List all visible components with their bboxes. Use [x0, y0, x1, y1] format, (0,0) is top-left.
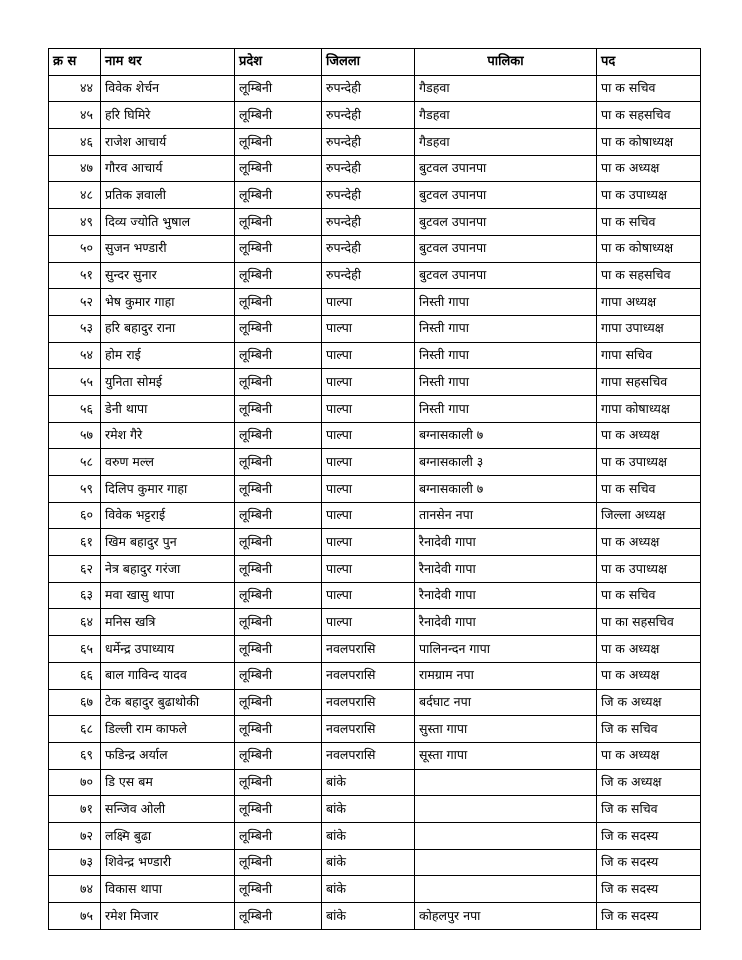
- name-cell: वरुण मल्ल: [101, 449, 235, 476]
- province-cell: लूम्बिनी: [235, 476, 322, 503]
- province-cell: लूम्बिनी: [235, 716, 322, 743]
- table-row: [49, 369, 701, 396]
- district-cell: नवलपरासि: [322, 636, 415, 663]
- province-cell: लूम्बिनी: [235, 262, 322, 289]
- name-cell: खिम बहादुर पुन: [101, 529, 235, 556]
- district-cell: रुपन्देही: [322, 209, 415, 236]
- table-row: [49, 529, 701, 556]
- municipality-cell: कोहलपुर नपा: [415, 903, 597, 930]
- municipality-cell: निस्ती गापा: [415, 395, 597, 422]
- table-row: [49, 689, 701, 716]
- municipality-cell: बुटवल उपानपा: [415, 155, 597, 182]
- municipality-cell: [415, 796, 597, 823]
- serial-cell: ६६: [49, 662, 101, 689]
- position-cell: पा क अध्यक्ष: [597, 662, 701, 689]
- table-row: [49, 716, 701, 743]
- municipality-cell: बग्नासकाली ७: [415, 476, 597, 503]
- district-cell: नवलपरासि: [322, 716, 415, 743]
- name-cell: मवा खासु थापा: [101, 582, 235, 609]
- municipality-cell: निस्ती गापा: [415, 289, 597, 316]
- position-cell: जिल्ला अध्यक्ष: [597, 502, 701, 529]
- province-cell: लूम्बिनी: [235, 769, 322, 796]
- municipality-cell: [415, 769, 597, 796]
- province-cell: लूम्बिनी: [235, 662, 322, 689]
- name-cell: रमेश मिजार: [101, 903, 235, 930]
- district-cell: पाल्पा: [322, 395, 415, 422]
- name-cell: हरि बहादुर राना: [101, 315, 235, 342]
- table-row: [49, 262, 701, 289]
- position-cell: जि क सदस्य: [597, 876, 701, 903]
- district-cell: नवलपरासि: [322, 662, 415, 689]
- district-cell: रुपन्देही: [322, 102, 415, 129]
- table-row: [49, 449, 701, 476]
- municipality-cell: बग्नासकाली ३: [415, 449, 597, 476]
- municipality-cell: [415, 849, 597, 876]
- position-cell: पा क उपाध्यक्ष: [597, 556, 701, 583]
- table-row: [49, 769, 701, 796]
- position-cell: पा क सचिव: [597, 75, 701, 102]
- province-cell: लूम्बिनी: [235, 342, 322, 369]
- position-cell: जि क सदस्य: [597, 903, 701, 930]
- name-cell: डिल्ली राम काफले: [101, 716, 235, 743]
- position-cell: पा क अध्यक्ष: [597, 422, 701, 449]
- table-row: [49, 582, 701, 609]
- position-cell: पा क सहसचिव: [597, 262, 701, 289]
- name-cell: दिलिप कुमार गाहा: [101, 476, 235, 503]
- name-cell: विवेक भट्टराई: [101, 502, 235, 529]
- district-cell: पाल्पा: [322, 529, 415, 556]
- municipality-cell: गैडहवा: [415, 75, 597, 102]
- position-cell: जि क सदस्य: [597, 822, 701, 849]
- position-cell: जि क सचिव: [597, 796, 701, 823]
- name-cell: सन्जिव ओली: [101, 796, 235, 823]
- municipality-cell: गैडहवा: [415, 129, 597, 156]
- table-row: [49, 342, 701, 369]
- name-cell: विकास थापा: [101, 876, 235, 903]
- header-province: प्रदेश: [235, 49, 322, 76]
- district-cell: बांके: [322, 903, 415, 930]
- name-cell: टेक बहादुर बुढाथोकी: [101, 689, 235, 716]
- position-cell: पा क सचिव: [597, 476, 701, 503]
- position-cell: पा क अध्यक्ष: [597, 529, 701, 556]
- municipality-cell: [415, 876, 597, 903]
- province-cell: लूम्बिनी: [235, 235, 322, 262]
- district-cell: पाल्पा: [322, 582, 415, 609]
- municipality-cell: सुस्ता गापा: [415, 716, 597, 743]
- province-cell: लूम्बिनी: [235, 742, 322, 769]
- table-row: [49, 903, 701, 930]
- name-cell: सुन्दर सुनार: [101, 262, 235, 289]
- province-cell: लूम्बिनी: [235, 395, 322, 422]
- municipality-cell: तानसेन नपा: [415, 502, 597, 529]
- serial-cell: ६९: [49, 742, 101, 769]
- serial-cell: ५०: [49, 235, 101, 262]
- district-cell: रुपन्देही: [322, 75, 415, 102]
- province-cell: लूम्बिनी: [235, 502, 322, 529]
- serial-cell: ४६: [49, 129, 101, 156]
- district-cell: पाल्पा: [322, 289, 415, 316]
- district-cell: पाल्पा: [322, 449, 415, 476]
- serial-cell: ५९: [49, 476, 101, 503]
- table-row: [49, 395, 701, 422]
- serial-cell: ४७: [49, 155, 101, 182]
- table-row: [49, 289, 701, 316]
- header-district: जिलला: [322, 49, 415, 76]
- position-cell: गापा सहसचिव: [597, 369, 701, 396]
- district-cell: पाल्पा: [322, 476, 415, 503]
- serial-cell: ६७: [49, 689, 101, 716]
- municipality-cell: सूस्ता गापा: [415, 742, 597, 769]
- serial-cell: ५६: [49, 395, 101, 422]
- header-name: नाम थर: [101, 49, 235, 76]
- name-cell: लक्ष्मि बुढा: [101, 822, 235, 849]
- province-cell: लूम्बिनी: [235, 796, 322, 823]
- table-row: [49, 129, 701, 156]
- position-cell: गापा कोषाध्यक्ष: [597, 395, 701, 422]
- district-cell: रुपन्देही: [322, 182, 415, 209]
- table-row: [49, 609, 701, 636]
- name-cell: दिव्य ज्योति भुषाल: [101, 209, 235, 236]
- province-cell: लूम्बिनी: [235, 369, 322, 396]
- district-cell: पाल्पा: [322, 422, 415, 449]
- district-cell: पाल्पा: [322, 369, 415, 396]
- municipality-cell: रैनादेवी गापा: [415, 529, 597, 556]
- header-serial: क्र स: [49, 49, 101, 76]
- serial-cell: ५५: [49, 369, 101, 396]
- position-cell: गापा उपाध्यक्ष: [597, 315, 701, 342]
- district-cell: बांके: [322, 849, 415, 876]
- municipality-cell: बर्दघाट नपा: [415, 689, 597, 716]
- name-cell: होम राई: [101, 342, 235, 369]
- municipality-cell: निस्ती गापा: [415, 342, 597, 369]
- province-cell: लूम्बिनी: [235, 556, 322, 583]
- table-row: [49, 556, 701, 583]
- position-cell: पा क अध्यक्ष: [597, 742, 701, 769]
- table-row: [49, 422, 701, 449]
- municipality-cell: गैडहवा: [415, 102, 597, 129]
- name-cell: युनिता सोमई: [101, 369, 235, 396]
- table-row: [49, 822, 701, 849]
- municipality-cell: रैनादेवी गापा: [415, 556, 597, 583]
- province-cell: लूम्बिनी: [235, 155, 322, 182]
- municipality-cell: बुटवल उपानपा: [415, 235, 597, 262]
- province-cell: लूम्बिनी: [235, 422, 322, 449]
- province-cell: लूम्बिनी: [235, 876, 322, 903]
- serial-cell: ७०: [49, 769, 101, 796]
- province-cell: लूम्बिनी: [235, 209, 322, 236]
- position-cell: पा का सहसचिव: [597, 609, 701, 636]
- name-cell: धर्मेन्द्र उपाध्याय: [101, 636, 235, 663]
- header-row: [49, 49, 701, 76]
- position-cell: गापा अध्यक्ष: [597, 289, 701, 316]
- position-cell: पा क कोषाध्यक्ष: [597, 129, 701, 156]
- table-row: [49, 476, 701, 503]
- table-body: [49, 75, 701, 929]
- district-cell: पाल्पा: [322, 502, 415, 529]
- name-cell: नेत्र बहादुर गरंजा: [101, 556, 235, 583]
- municipality-cell: [415, 822, 597, 849]
- position-cell: जि क अध्यक्ष: [597, 689, 701, 716]
- province-cell: लूम्बिनी: [235, 636, 322, 663]
- district-cell: नवलपरासि: [322, 742, 415, 769]
- province-cell: लूम्बिनी: [235, 182, 322, 209]
- serial-cell: ४५: [49, 102, 101, 129]
- municipality-cell: बुटवल उपानपा: [415, 182, 597, 209]
- members-table: [48, 48, 701, 930]
- municipality-cell: बग्नासकाली ७: [415, 422, 597, 449]
- table-row: [49, 502, 701, 529]
- province-cell: लूम्बिनी: [235, 102, 322, 129]
- province-cell: लूम्बिनी: [235, 582, 322, 609]
- table-row: [49, 182, 701, 209]
- table-row: [49, 849, 701, 876]
- name-cell: बाल गाविन्द यादव: [101, 662, 235, 689]
- serial-cell: ४४: [49, 75, 101, 102]
- header-municipality: पालिका: [415, 49, 597, 76]
- serial-cell: ७४: [49, 876, 101, 903]
- name-cell: भेष कुमार गाहा: [101, 289, 235, 316]
- municipality-cell: बुटवल उपानपा: [415, 209, 597, 236]
- table-row: [49, 209, 701, 236]
- table-row: [49, 742, 701, 769]
- name-cell: डेनी थापा: [101, 395, 235, 422]
- municipality-cell: रैनादेवी गापा: [415, 609, 597, 636]
- municipality-cell: रैनादेवी गापा: [415, 582, 597, 609]
- position-cell: पा क कोषाध्यक्ष: [597, 235, 701, 262]
- name-cell: फडिन्द्र अर्याल: [101, 742, 235, 769]
- name-cell: हरि घिमिरे: [101, 102, 235, 129]
- serial-cell: ६०: [49, 502, 101, 529]
- table-row: [49, 155, 701, 182]
- province-cell: लूम्बिनी: [235, 289, 322, 316]
- district-cell: रुपन्देही: [322, 262, 415, 289]
- municipality-cell: बुटवल उपानपा: [415, 262, 597, 289]
- serial-cell: ४८: [49, 182, 101, 209]
- province-cell: लूम्बिनी: [235, 609, 322, 636]
- position-cell: गापा सचिव: [597, 342, 701, 369]
- serial-cell: ४९: [49, 209, 101, 236]
- district-cell: पाल्पा: [322, 556, 415, 583]
- district-cell: रुपन्देही: [322, 155, 415, 182]
- province-cell: लूम्बिनी: [235, 822, 322, 849]
- district-cell: बांके: [322, 822, 415, 849]
- position-cell: जि क सचिव: [597, 716, 701, 743]
- position-cell: पा क उपाध्यक्ष: [597, 449, 701, 476]
- name-cell: विवेक शेर्चन: [101, 75, 235, 102]
- table-row: [49, 636, 701, 663]
- province-cell: लूम्बिनी: [235, 75, 322, 102]
- serial-cell: ६५: [49, 636, 101, 663]
- serial-cell: ५१: [49, 262, 101, 289]
- serial-cell: ७५: [49, 903, 101, 930]
- name-cell: शिवेन्द्र भण्डारी: [101, 849, 235, 876]
- district-cell: पाल्पा: [322, 315, 415, 342]
- serial-cell: ५८: [49, 449, 101, 476]
- position-cell: पा क सचिव: [597, 582, 701, 609]
- serial-cell: ५२: [49, 289, 101, 316]
- province-cell: लूम्बिनी: [235, 315, 322, 342]
- name-cell: डि एस बम: [101, 769, 235, 796]
- municipality-cell: पालिनन्दन गापा: [415, 636, 597, 663]
- name-cell: गौरव आचार्य: [101, 155, 235, 182]
- serial-cell: ७३: [49, 849, 101, 876]
- header-position: पद: [597, 49, 701, 76]
- province-cell: लूम्बिनी: [235, 689, 322, 716]
- district-cell: बांके: [322, 876, 415, 903]
- position-cell: पा क सचिव: [597, 209, 701, 236]
- serial-cell: ७२: [49, 822, 101, 849]
- province-cell: लूम्बिनी: [235, 449, 322, 476]
- serial-cell: ५७: [49, 422, 101, 449]
- serial-cell: ६८: [49, 716, 101, 743]
- table-row: [49, 75, 701, 102]
- serial-cell: ५४: [49, 342, 101, 369]
- name-cell: मनिस खत्रि: [101, 609, 235, 636]
- serial-cell: ५३: [49, 315, 101, 342]
- district-cell: नवलपरासि: [322, 689, 415, 716]
- serial-cell: ६३: [49, 582, 101, 609]
- district-cell: रुपन्देही: [322, 235, 415, 262]
- district-cell: बांके: [322, 796, 415, 823]
- position-cell: जि क सदस्य: [597, 849, 701, 876]
- name-cell: सुजन भण्डारी: [101, 235, 235, 262]
- province-cell: लूम्बिनी: [235, 529, 322, 556]
- serial-cell: ७१: [49, 796, 101, 823]
- name-cell: रमेश गैरे: [101, 422, 235, 449]
- position-cell: पा क अध्यक्ष: [597, 155, 701, 182]
- serial-cell: ६२: [49, 556, 101, 583]
- serial-cell: ६१: [49, 529, 101, 556]
- district-cell: पाल्पा: [322, 342, 415, 369]
- district-cell: पाल्पा: [322, 609, 415, 636]
- table-row: [49, 315, 701, 342]
- name-cell: प्रतिक ज्ञवाली: [101, 182, 235, 209]
- position-cell: पा क उपाध्यक्ष: [597, 182, 701, 209]
- district-cell: बांके: [322, 769, 415, 796]
- serial-cell: ६४: [49, 609, 101, 636]
- municipality-cell: रामग्राम नपा: [415, 662, 597, 689]
- municipality-cell: निस्ती गापा: [415, 369, 597, 396]
- province-cell: लूम्बिनी: [235, 849, 322, 876]
- position-cell: जि क अध्यक्ष: [597, 769, 701, 796]
- municipality-cell: निस्ती गापा: [415, 315, 597, 342]
- province-cell: लूम्बिनी: [235, 129, 322, 156]
- position-cell: पा क अध्यक्ष: [597, 636, 701, 663]
- table-row: [49, 876, 701, 903]
- name-cell: राजेश आचार्य: [101, 129, 235, 156]
- table-row: [49, 235, 701, 262]
- position-cell: पा क सहसचिव: [597, 102, 701, 129]
- province-cell: लूम्बिनी: [235, 903, 322, 930]
- table-row: [49, 102, 701, 129]
- district-cell: रुपन्देही: [322, 129, 415, 156]
- table-row: [49, 662, 701, 689]
- table-row: [49, 796, 701, 823]
